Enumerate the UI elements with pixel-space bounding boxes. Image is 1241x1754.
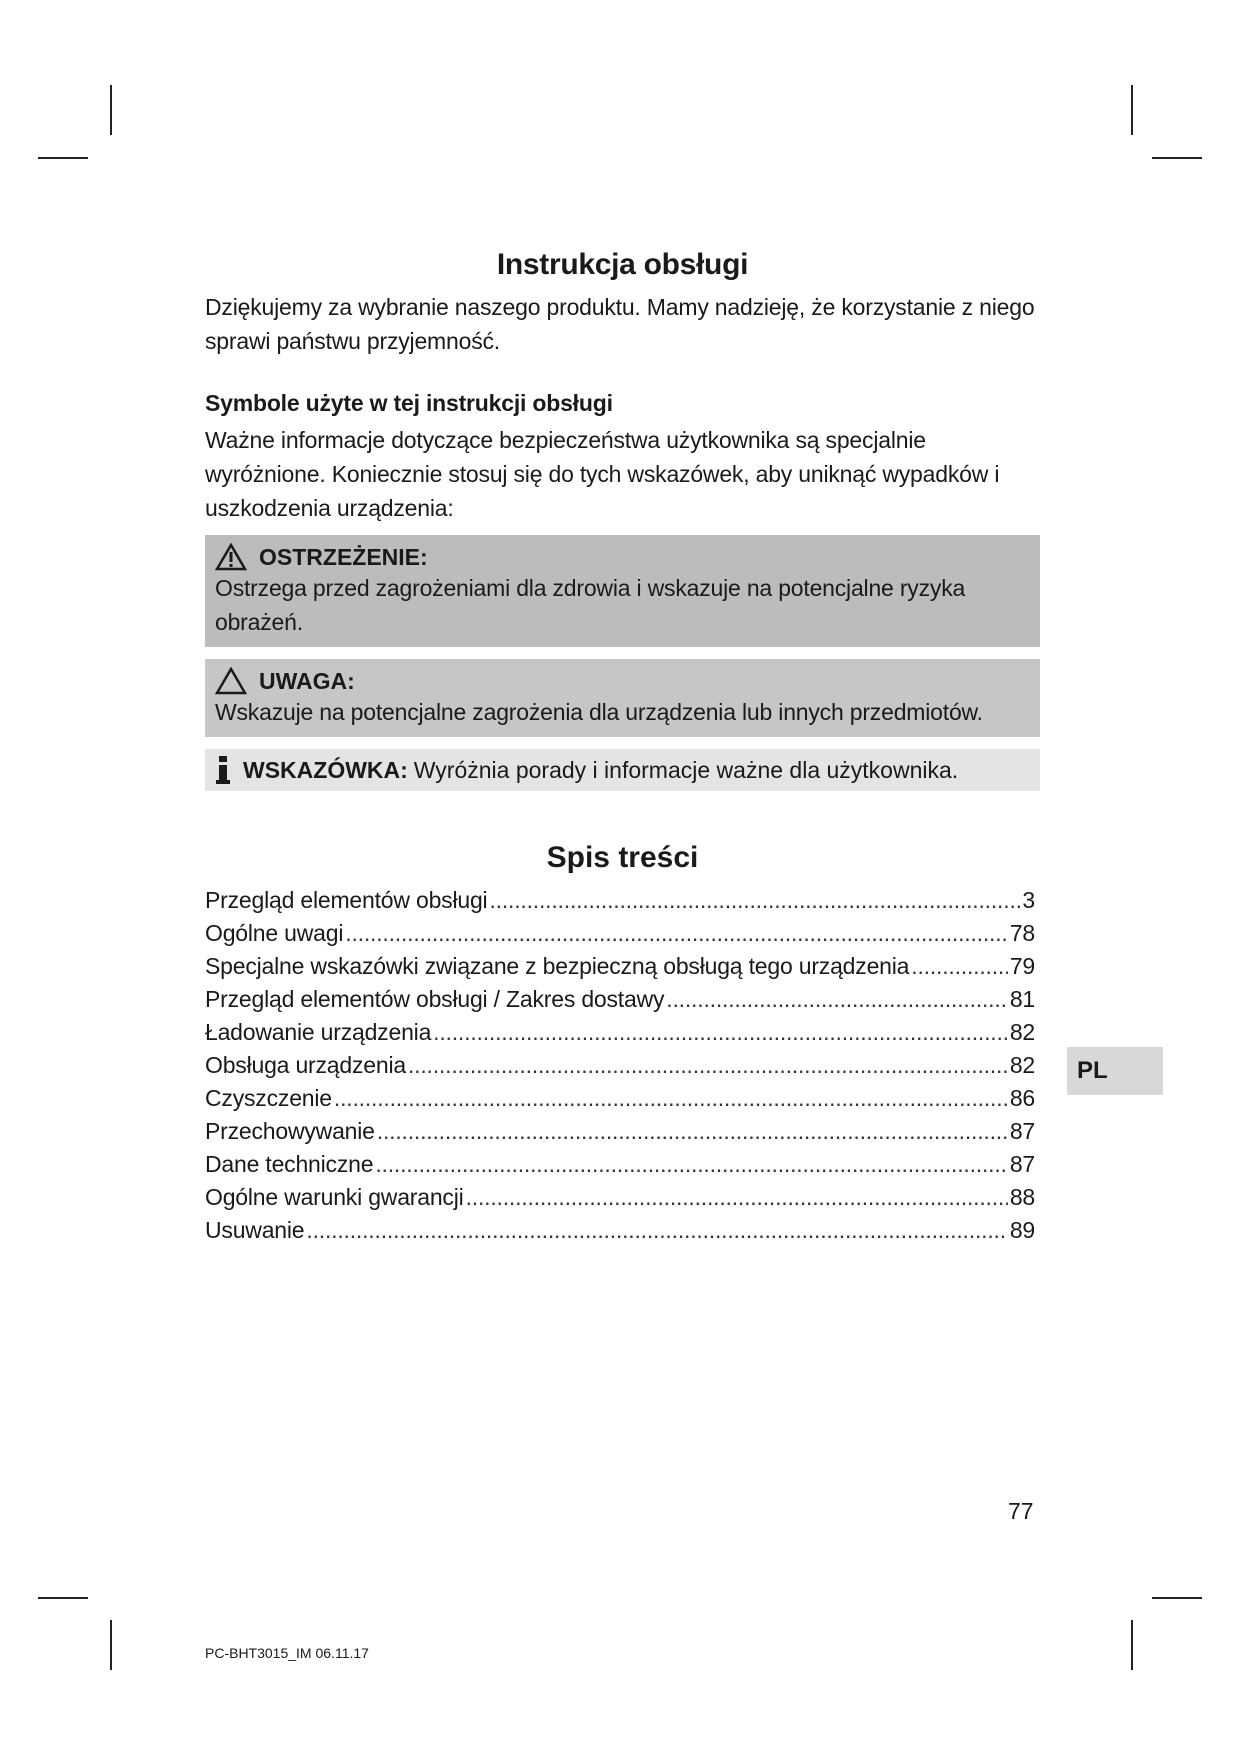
toc-item[interactable] xyxy=(205,1052,1035,1085)
toc-item[interactable] xyxy=(205,1151,1035,1184)
language-tab: PL xyxy=(1067,1047,1163,1095)
caution-label: UWAGA: xyxy=(259,667,355,694)
toc-item-page: 86 xyxy=(1009,1085,1035,1111)
toc-item-page: 82 xyxy=(1009,1052,1035,1078)
toc-item-page: 89 xyxy=(1009,1217,1035,1243)
symbols-text: Ważne informacje dotyczące bezpieczeństwa użytkownika są specjalnie wyróżnione. Koniecznie stosuj się do tych wskazówek, aby uniknąć wypadków i uszkodzenia urządzenia: xyxy=(205,427,1000,521)
tip-text: Wyróżnia porady i informacje ważne dla użytkownika. xyxy=(413,756,959,783)
intro-text: Dziękujemy za wybranie naszego produktu. Mamy nadzieję, że korzystanie z niego sprawi państwu przyjemność. xyxy=(205,294,1035,354)
page-title: Instrukcja obsługi xyxy=(496,248,749,281)
toc-item-page: 87 xyxy=(1009,1118,1035,1144)
toc-leader xyxy=(375,1151,1007,1178)
caution-box xyxy=(205,659,1040,737)
toc-item-page: 3 xyxy=(1022,887,1035,913)
toc-item-page: 79 xyxy=(1009,953,1035,979)
warning-triangle-icon xyxy=(215,543,247,571)
toc-item-label: Ogólne uwagi xyxy=(205,920,344,946)
toc-item-page: 88 xyxy=(1009,1184,1035,1210)
symbols-heading: Symbole użyte w tej instrukcji obsługi xyxy=(205,390,613,416)
warning-label: OSTRZEŻENIE: xyxy=(259,543,428,570)
tip-box xyxy=(205,749,1040,791)
toc-item[interactable] xyxy=(205,920,1035,953)
toc-item[interactable] xyxy=(205,1085,1035,1118)
caution-text: Wskazuje na potencjalne zagrożenia dla urządzenia lub innych przedmiotów. xyxy=(215,699,983,725)
toc-leader xyxy=(345,920,1008,947)
warning-text: Ostrzega przed zagrożeniami dla zdrowia i wskazuje na potencjalne ryzyka obrażeń. xyxy=(215,575,966,635)
toc-item-label: Dane techniczne xyxy=(205,1151,374,1177)
toc-item[interactable] xyxy=(205,1019,1035,1052)
toc-item-page: 78 xyxy=(1009,920,1035,946)
footer-code: PC-BHT3015_IM 06.11.17 xyxy=(205,1645,369,1661)
toc-item[interactable] xyxy=(205,953,1035,986)
toc-item-label: Przechowywanie xyxy=(205,1118,375,1144)
toc-item-page: 87 xyxy=(1009,1151,1035,1177)
toc-item[interactable] xyxy=(205,1217,1035,1250)
crop-mark xyxy=(1152,157,1202,159)
toc-item-label: Przegląd elementów obsługi / Zakres dostawy xyxy=(205,986,665,1012)
crop-mark xyxy=(38,157,88,159)
crop-mark xyxy=(38,1597,88,1599)
toc-leader xyxy=(489,887,1020,914)
toc-item-label: Czyszczenie xyxy=(205,1085,332,1111)
page-number: 77 xyxy=(1008,1498,1034,1524)
crop-mark xyxy=(1131,1620,1133,1670)
toc-leader xyxy=(466,1184,1008,1211)
crop-mark xyxy=(110,1620,112,1670)
toc-leader xyxy=(377,1118,1008,1145)
crop-mark xyxy=(1131,85,1133,135)
toc-leader xyxy=(433,1019,1008,1046)
toc-item[interactable] xyxy=(205,986,1035,1019)
toc-leader xyxy=(408,1052,1008,1079)
warning-box xyxy=(205,535,1040,647)
page-content xyxy=(205,248,1040,1250)
caution-triangle-icon xyxy=(215,667,247,695)
toc-item-label: Usuwanie xyxy=(205,1217,305,1243)
info-icon xyxy=(215,755,231,785)
toc-leader xyxy=(911,953,1008,980)
toc-item[interactable] xyxy=(205,887,1035,920)
toc-list xyxy=(205,887,1035,1250)
toc-leader xyxy=(306,1217,1007,1244)
toc-item-label: Ogólne warunki gwarancji xyxy=(205,1184,464,1210)
tip-label: WSKAZÓWKA: xyxy=(243,756,408,783)
toc-item[interactable] xyxy=(205,1118,1035,1151)
toc-item-page: 81 xyxy=(1009,986,1035,1012)
toc-item[interactable] xyxy=(205,1184,1035,1217)
crop-mark xyxy=(110,85,112,135)
crop-mark xyxy=(1152,1597,1202,1599)
toc-item-page: 82 xyxy=(1009,1019,1035,1045)
toc-title: Spis treści xyxy=(546,841,699,874)
toc-item-label: Specjalne wskazówki związane z bezpieczną obsługą tego urządzenia xyxy=(205,953,910,979)
toc-leader xyxy=(666,986,1008,1013)
toc-item-label: Przegląd elementów obsługi xyxy=(205,887,488,913)
toc-leader xyxy=(334,1085,1008,1112)
toc-item-label: Obsługa urządzenia xyxy=(205,1052,406,1078)
toc-item-label: Ładowanie urządzenia xyxy=(205,1019,432,1045)
